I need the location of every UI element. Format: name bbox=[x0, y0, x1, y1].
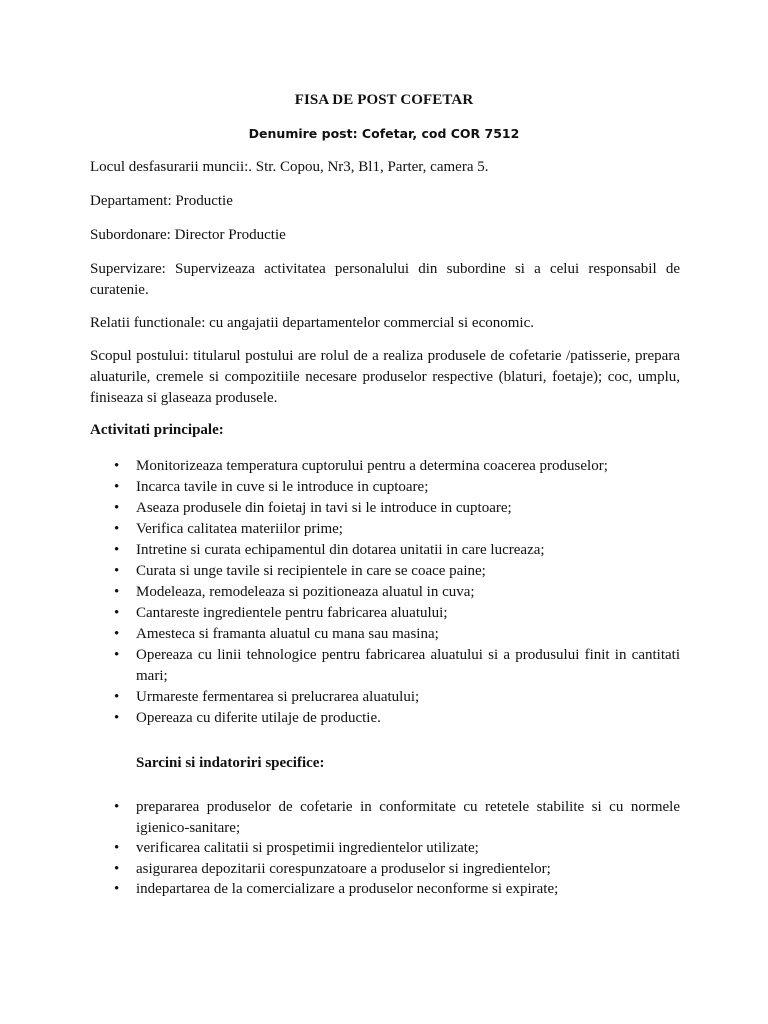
list-item: • Opereaza cu linii tehnologice pentru fabricarea aluatului si a produsului finit in cantitati mari; bbox=[90, 645, 680, 687]
list-item: • Curata si unge tavile si recipientele in care se coace paine; bbox=[90, 561, 680, 582]
list-item: • Opereaza cu diferite utilaje de productie. bbox=[90, 708, 680, 729]
list-item: • Incarca tavile in cuve si le introduce in cuptoare; bbox=[90, 477, 680, 498]
paragraph-departament: Departament: Productie bbox=[90, 193, 233, 209]
list-item: • Aseaza produsele din foietaj in tavi si le introduce in cuptoare; bbox=[90, 498, 680, 519]
paragraph-relatii: Relatii functionale: cu angajatii departamentelor commercial si economic. bbox=[90, 315, 534, 331]
list-item: • Monitorizeaza temperatura cuptorului pentru a determina coacerea produselor; bbox=[90, 456, 680, 477]
heading-activitati: Activitati principale: bbox=[90, 422, 224, 438]
list-activitati bbox=[90, 456, 680, 729]
document-title: FISA DE POST COFETAR bbox=[294, 92, 474, 108]
document-subtitle: Denumire post: Cofetar, cod COR 7512 bbox=[248, 126, 520, 141]
list-item: • verificarea calitatii si prospetimii ingredientelor utilizate; bbox=[90, 838, 680, 859]
list-item: • Cantareste ingredientele pentru fabricarea aluatului; bbox=[90, 603, 680, 624]
heading-sarcini: Sarcini si indatoriri specifice: bbox=[136, 755, 325, 771]
list-item: • Urmareste fermentarea si prelucrarea aluatului; bbox=[90, 687, 680, 708]
list-item: • Modeleaza, remodeleaza si pozitioneaza aluatul in cuva; bbox=[90, 582, 680, 603]
paragraph-subordonare: Subordonare: Director Productie bbox=[90, 227, 286, 243]
paragraph-scopul: Scopul postului: titularul postului are rolul de a realiza produsele de cofetarie /patisserie, prepara aluaturile, cremele si compozitiile necesare produselor respective (blaturi, foetaje); coc, umplu, finiseaza si glaseaza produsele. bbox=[90, 348, 680, 406]
paragraph-supervizare: Supervizare: Supervizeaza activitatea personalului din subordine si a celui responsabil de curatenie. bbox=[90, 261, 680, 298]
list-sarcini bbox=[90, 797, 680, 900]
list-item: • asigurarea depozitarii corespunzatoare a produselor si ingredientelor; bbox=[90, 859, 680, 880]
list-item: • Verifica calitatea materiilor prime; bbox=[90, 519, 680, 540]
list-item: • indepartarea de la comercializare a produselor neconforme si expirate; bbox=[90, 879, 680, 900]
paragraph-locul: Locul desfasurarii muncii:. Str. Copou, Nr3, Bl1, Parter, camera 5. bbox=[90, 159, 489, 175]
list-item: • Intretine si curata echipamentul din dotarea unitatii in care lucreaza; bbox=[90, 540, 680, 561]
list-item: • Amesteca si framanta aluatul cu mana sau masina; bbox=[90, 624, 680, 645]
list-item: • prepararea produselor de cofetarie in conformitate cu retetele stabilite si cu normele igienico-sanitare; bbox=[90, 797, 680, 838]
